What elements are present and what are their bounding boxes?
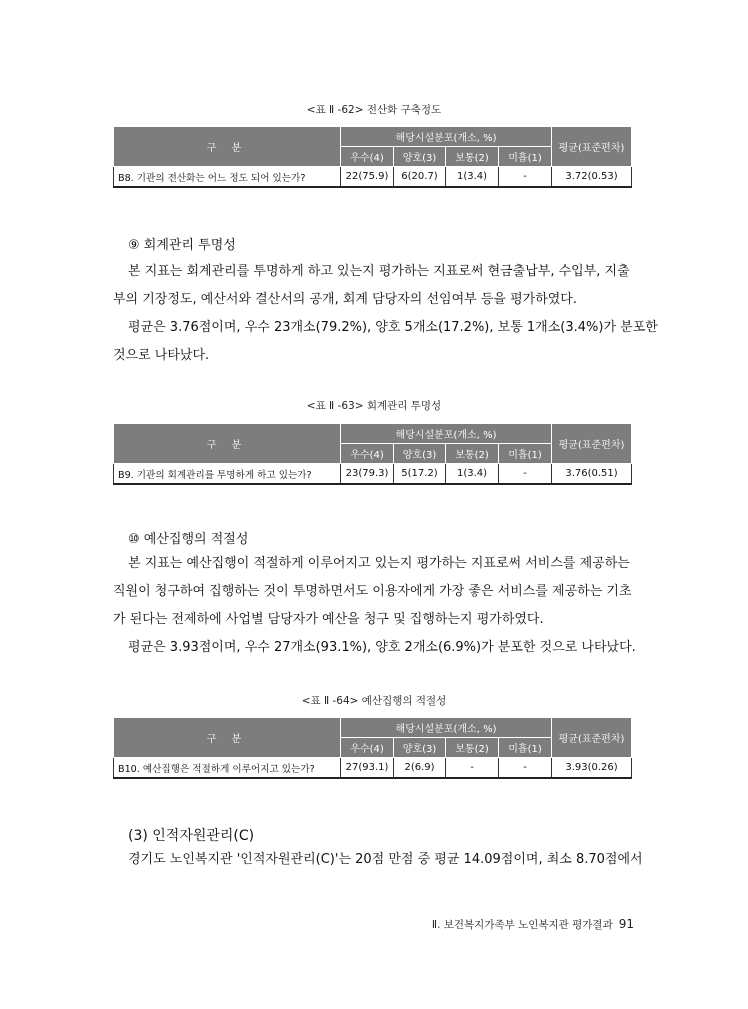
header-mean: 평균(표준편차)	[552, 127, 632, 167]
paragraph-line: 평균은 3.93점이며, 우수 27개소(93.1%), 양호 2개소(6.9%)가 분포한 것으로 나타났다.	[128, 640, 636, 655]
section-3-body	[113, 846, 643, 874]
header-col-poor: 미흡(1)	[499, 738, 552, 758]
header-distribution: 해당시설분포(개소, %)	[341, 127, 552, 147]
table-row	[114, 167, 632, 188]
section-3-heading: (3) 인적자원관리(C)	[128, 828, 255, 844]
row-value-poor: -	[499, 464, 552, 485]
header-col-average: 보통(2)	[446, 444, 499, 464]
header-gubun: 구 분	[114, 127, 341, 167]
header-col-good: 양호(3)	[394, 738, 446, 758]
page-number: 91	[618, 917, 634, 931]
row-value-average: -	[446, 758, 499, 779]
row-value-poor: -	[499, 758, 552, 779]
row-mean: 3.76(0.51)	[552, 464, 632, 485]
header-col-excellent: 우수(4)	[341, 147, 394, 167]
header-mean: 평균(표준편차)	[552, 718, 632, 758]
paragraph-line: 본 지표는 예산집행이 적절하게 이루어지고 있는지 평가하는 지표로써 서비스를 제공하는	[128, 556, 630, 571]
section-9-body	[113, 258, 658, 370]
row-value-poor: -	[499, 167, 552, 188]
section-9-heading: ⑨ 회계관리 투명성	[128, 238, 236, 253]
header-gubun: 구 분	[114, 424, 341, 464]
paragraph-line: 부의 기장정도, 예산서와 결산서의 공개, 회계 담당자의 선임여부 등을 평가하였다.	[113, 292, 578, 307]
row-question: B8. 기관의 전산화는 어느 정도 되어 있는가?	[114, 167, 341, 188]
page-footer	[432, 917, 634, 932]
row-value-good: 2(6.9)	[394, 758, 446, 779]
header-mean: 평균(표준편차)	[552, 424, 632, 464]
paragraph-line: 경기도 노인복지관 '인적자원관리(C)'는 20점 만점 중 평균 14.09점이며, 최소 8.70점에서	[128, 852, 643, 867]
table-63	[113, 423, 632, 485]
header-col-poor: 미흡(1)	[499, 444, 552, 464]
table-64-caption: <표 Ⅱ -64> 예산집행의 적절성	[301, 695, 447, 707]
row-value-good: 6(20.7)	[394, 167, 446, 188]
header-col-excellent: 우수(4)	[341, 444, 394, 464]
section-10-body	[113, 550, 635, 662]
paragraph-line: 직원이 청구하여 집행하는 것이 투명하면서도 이용자에게 가장 좋은 서비스를 제공하는 기초	[113, 584, 632, 599]
paragraph-line: 본 지표는 회계관리를 투명하게 하고 있는지 평가하는 지표로써 현금출납부, 수입부, 지출	[128, 264, 630, 279]
row-value-excellent: 23(79.3)	[341, 464, 394, 485]
table-row	[114, 758, 632, 779]
header-col-average: 보통(2)	[446, 738, 499, 758]
paragraph-line: 가 된다는 전제하에 사업별 담당자가 예산을 청구 및 집행하는지 평가하였다.	[113, 612, 544, 627]
row-mean: 3.72(0.53)	[552, 167, 632, 188]
header-col-good: 양호(3)	[394, 444, 446, 464]
paragraph-line: 것으로 나타났다.	[113, 348, 210, 363]
table-64	[113, 717, 632, 779]
row-value-good: 5(17.2)	[394, 464, 446, 485]
table-row	[114, 464, 632, 485]
header-col-good: 양호(3)	[394, 147, 446, 167]
header-col-average: 보통(2)	[446, 147, 499, 167]
header-distribution: 해당시설분포(개소, %)	[341, 718, 552, 738]
header-col-poor: 미흡(1)	[499, 147, 552, 167]
row-value-excellent: 27(93.1)	[341, 758, 394, 779]
row-value-excellent: 22(75.9)	[341, 167, 394, 188]
header-gubun: 구 분	[114, 718, 341, 758]
table-62	[113, 126, 632, 188]
table-63-caption: <표 Ⅱ -63> 회계관리 투명성	[306, 400, 442, 412]
row-question: B9. 기관의 회계관리를 투명하게 하고 있는가?	[114, 464, 341, 485]
row-value-average: 1(3.4)	[446, 167, 499, 188]
row-question: B10. 예산집행은 적절하게 이루어지고 있는가?	[114, 758, 341, 779]
footer-text: Ⅱ. 보건복지가족부 노인복지관 평가결과	[431, 919, 613, 931]
section-10-heading: ⑩ 예산집행의 적절성	[128, 532, 249, 547]
header-distribution: 해당시설분포(개소, %)	[341, 424, 552, 444]
paragraph-line: 평균은 3.76점이며, 우수 23개소(79.2%), 양호 5개소(17.2%), 보통 1개소(3.4%)가 분포한	[128, 320, 658, 335]
row-value-average: 1(3.4)	[446, 464, 499, 485]
header-col-excellent: 우수(4)	[341, 738, 394, 758]
table-62-caption: <표 Ⅱ -62> 전산화 구축정도	[306, 104, 442, 116]
row-mean: 3.93(0.26)	[552, 758, 632, 779]
